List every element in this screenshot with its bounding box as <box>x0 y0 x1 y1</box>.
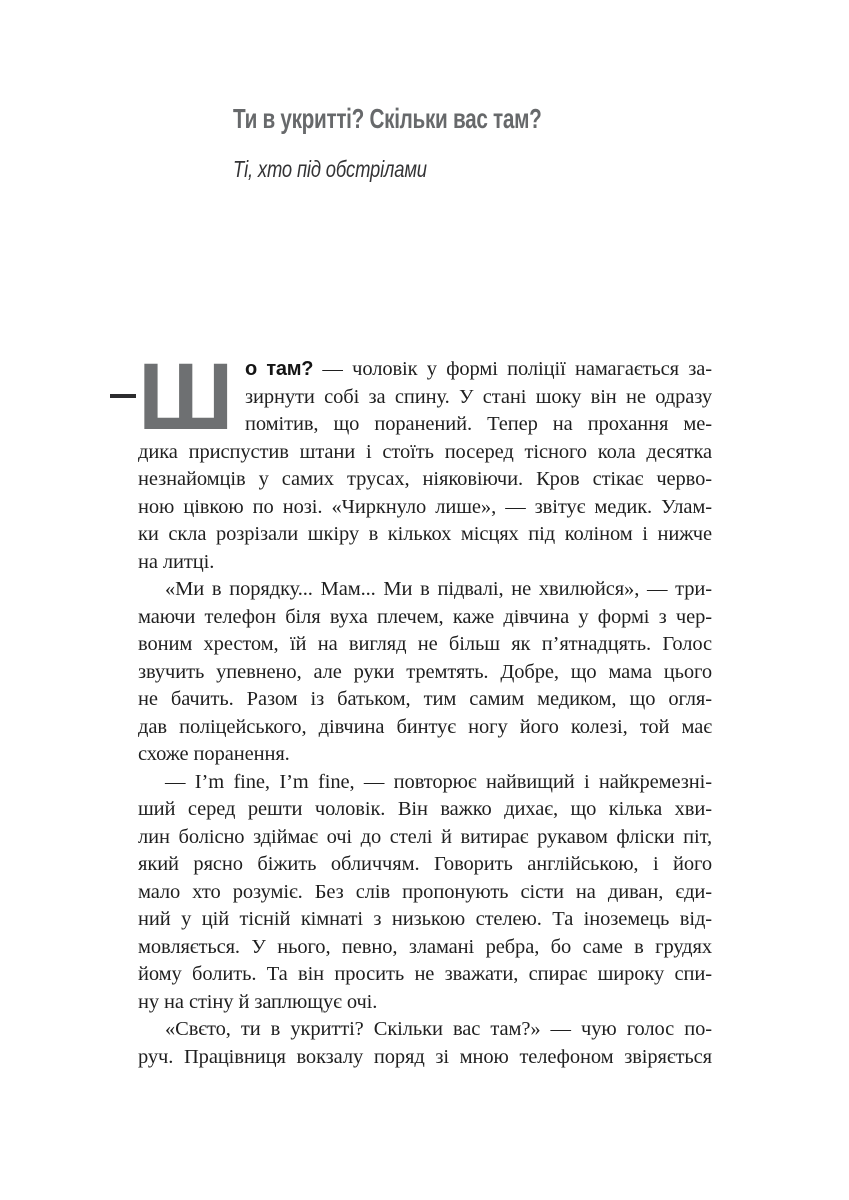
paragraph-lead-bold: о там? <box>245 358 314 380</box>
text-line: воним хрестом, їй на вигляд не більш як п’ятнадцять. Голос <box>138 633 712 655</box>
text-line: — I’m fine, I’m fine, — повторює найвищий і найкремезні- <box>165 770 712 793</box>
paragraph <box>138 576 712 769</box>
text-line: помітив, що поранений. Тепер на прохання ме- <box>245 413 712 435</box>
chapter-title <box>233 101 650 137</box>
dropcap-letter: Ш <box>138 344 234 450</box>
text-line: лин болісно здіймає очі до стелі й витирає рукавом фліски піт, <box>138 825 712 848</box>
text-line: «Ми в порядку... Мам... Ми в підвалі, не хвилюйся», — три- <box>165 578 712 600</box>
chapter-subtitle <box>233 153 475 185</box>
body-text <box>138 344 712 1071</box>
text-line: ший серед решти чоловік. Він важко дихає, що кілька хви- <box>138 798 712 820</box>
text-line: ною цівкою по нозі. «Чиркнуло лише», — звітує медик. Улам- <box>138 495 712 518</box>
text-line: мало хто розуміє. Без слів пропонують сісти на диван, єди- <box>138 880 712 903</box>
text-line: схоже поранення. <box>138 743 290 765</box>
text-line: зирнути собі за спину. У стані шоку він не одразу <box>245 385 712 408</box>
text-line: на литці. <box>138 550 215 573</box>
text-line: ний у цій тісній кімнаті з низькою стелею. Та іноземець від- <box>138 908 712 930</box>
text-line: мовляється. У нього, певно, зламані ребра, бо саме в грудях <box>138 935 712 958</box>
text-line: дика приспустив штани і стоїть посеред тісного кола десятка <box>138 440 712 463</box>
text-line: руч. Працівниця вокзалу поряд зі мною телефоном звіряється <box>138 1045 712 1068</box>
paragraph <box>138 769 712 1017</box>
chapter-title-text: Ти в укритті? Скільки вас там? <box>233 103 542 134</box>
text-line: ки скла розрізали шкіру в кількох місцях під коліном і нижче <box>138 523 712 545</box>
text-line: «Свєто, ти в укритті? Скільки вас там?» — чую голос по- <box>165 1018 712 1040</box>
paragraph <box>138 1016 712 1071</box>
chapter-subtitle-text: Ті, хто під обстрілами <box>233 156 427 182</box>
text-line: о там? — чоловік у формі поліції намагається за- <box>245 358 712 380</box>
paragraph <box>138 344 712 576</box>
text-line: дав поліцейського, дівчина бинтує ногу його колезі, той має <box>138 715 712 738</box>
text-line: який рясно біжить обличчям. Говорить англійською, і його <box>138 853 712 875</box>
dropcap-block <box>138 344 234 450</box>
text-line: йому болить. Та він просить не зважати, спирає широку спи- <box>138 963 712 985</box>
text-line: маючи телефон біля вуха плечем, каже дівчина у формі з чер- <box>138 605 712 628</box>
text-line: звучить упевнено, але руки тремтять. Добре, що мама цього <box>138 660 712 683</box>
text-line: незнайомців у самих трусах, ніяковіючи. Кров стікає черво- <box>138 468 712 490</box>
text-line: не бачить. Разом із батьком, тим самим медиком, що огля- <box>138 688 712 710</box>
dialogue-dash <box>110 394 136 398</box>
text-line: ну на стіну й заплющує очі. <box>138 990 378 1013</box>
